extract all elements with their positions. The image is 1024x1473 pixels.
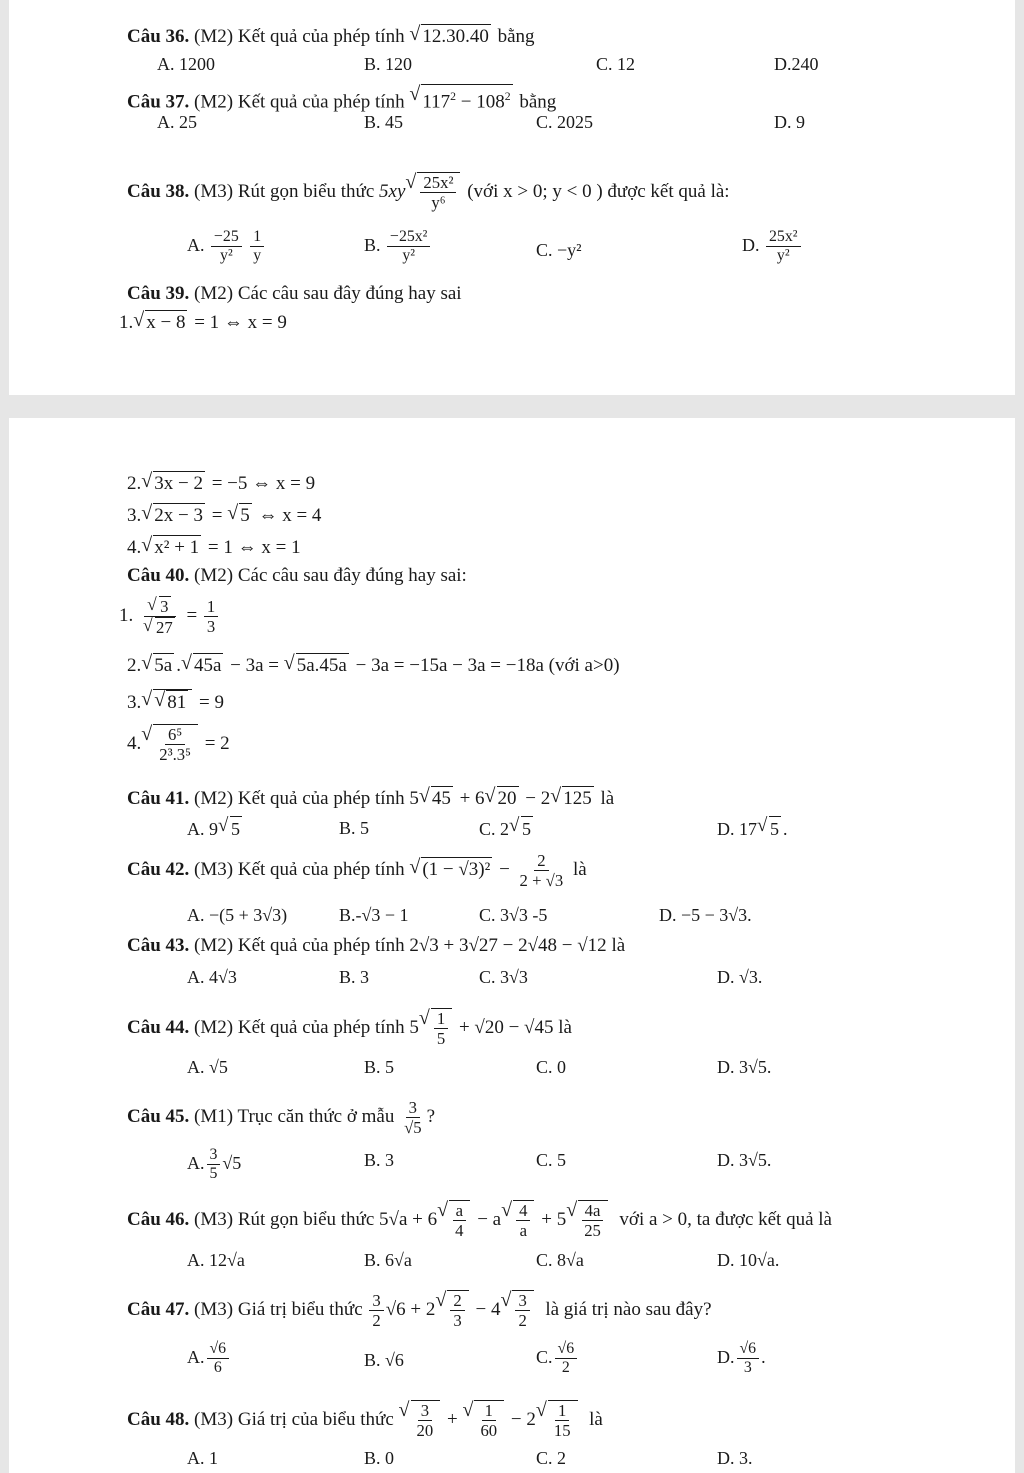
statement-2: 2.√ 5a .√ 45a − 3a = √ 5a.45a − 3a = −15a − 3a = −18a (với a>0) [127,653,620,678]
option-a: A. 25 [157,112,197,132]
expression: 2√3 + 3√27 − 2√48 − √12 [409,935,607,956]
option-b: B. 120 [364,54,413,74]
question-text: (M2) Các câu sau đây đúng hay sai: [194,565,467,586]
option-d: D. −5 − 3√3. [659,905,752,925]
question-label: Câu 44. [127,1017,190,1039]
option-c: C. 3√3 -5 [479,905,548,925]
option-a: A. $\frac{3}{5}$ √5 [187,1146,242,1183]
option-a: A. 12√a [187,1250,245,1270]
question-label: Câu 48. [127,1409,190,1431]
option-b: B. $\frac{\text{−25x²}}{\text{y²}}$ [364,228,432,265]
option-b: B. 0 [364,1448,395,1468]
option-a: A. 9√ 5 [187,816,244,841]
question-text: (M2) Kết quả của phép tính [194,1017,405,1039]
question-condition: (với x > 0; y < 0 ) được kết quả là: [467,181,730,203]
page-2 [9,418,1015,1473]
option-c: C. 2 [536,1448,567,1468]
question-48: Câu 48. (M3) Giá trị của biểu thức √ $\frac{3}{20}$ + √ $\frac{1}{60}$ − 2 √ $\frac{1}{15}$ là [127,1400,603,1440]
option-c: C. 12 [596,54,636,74]
sqrt-fraction: √ $\frac{\text{25x²}}{\text{y⁶}}$ [405,172,460,212]
question-text: (M2) Kết quả của phép tính [194,26,405,47]
question-text: (M1) Trục căn thức ở mẫu [194,1106,395,1128]
question-text: (M2) Kết quả của phép tính [194,91,405,113]
option-a: A. √5 [187,1057,228,1077]
option-b: B. 5 [364,1057,395,1077]
statement-3: 3.√ 2x − 3 = √ 5 ⇔ x = 4 [127,503,321,528]
question-41: Câu 41. (M2) Kết quả của phép tính 5√ 45 + 6√ 20 − 2√ 125 là [127,786,614,811]
option-c: C. 5 [536,1150,567,1170]
statement-2: 2.√ 3x − 2 = −5 ⇔ x = 9 [127,471,315,496]
option-d: D.240 [774,54,819,74]
question-text: (M3) Giá trị của biểu thức [194,1409,394,1431]
question-tail: là [589,1409,603,1431]
option-c: C. 2025 [536,112,594,132]
question-text: (M2) Các câu sau đây đúng hay sai [194,283,462,304]
option-b: B. 45 [364,112,404,132]
option-d: D. 17√ 5 . [717,816,788,841]
option-c: C. −y² [536,240,582,260]
question-label: Câu 47. [127,1299,190,1321]
question-39 [127,282,462,306]
option-d: D. 3√5. [717,1057,772,1077]
option-a: A. −(5 + 3√3) [187,905,288,925]
option-d: D. $\frac{√6}{3}$ . [717,1340,766,1377]
option-c: C. 8√a [536,1250,584,1270]
option-b: B.-√3 − 1 [339,905,409,925]
question-text: (M2) Kết quả của phép tính [194,788,405,809]
question-text: (M3) Giá trị biểu thức [194,1299,363,1321]
question-text: (M3) Kết quả của phép tính [194,859,405,881]
option-a: A. 4√3 [187,967,237,987]
question-text: (M3) Rút gọn biểu thức [194,181,375,203]
option-b: B. √6 [364,1350,404,1370]
option-b: B. 6√a [364,1250,412,1270]
question-text: (M3) Rút gọn biểu thức [194,1209,375,1231]
statement-4: 4.√ x² + 1 = 1 ⇔ x = 1 [127,535,301,560]
question-42: Câu 42. (M3) Kết quả của phép tính √ (1 − √3)² − $\frac{2}{2 + √3}$ là [127,851,587,890]
question-label: Câu 41. [127,788,190,809]
question-label: Câu 36. [127,26,190,47]
question-label: Câu 43. [127,935,190,956]
question-36 [127,24,535,49]
question-40 [127,564,467,588]
option-c: C. 2√ 5 [479,816,535,841]
option-d: D. 9 [774,112,805,132]
option-d: D. 10√a. [717,1250,780,1270]
question-label: Câu 37. [127,91,190,113]
question-38: Câu 38. (M3) Rút gọn biểu thức 5xy √ $\frac{\text{25x²}}{\text{y⁶}}$ (với x > 0; y < 0 ) được kết quả là: [127,172,730,212]
statement-1: 1. √ 3 √ 27 = $\frac{1}{3}$ [119,596,220,637]
question-label: Câu 46. [127,1209,190,1231]
question-label: Câu 38. [127,181,190,203]
page-1 [9,0,1015,395]
question-tail: bằng [519,91,557,113]
question-label: Câu 42. [127,859,190,881]
question-43: Câu 43. (M2) Kết quả của phép tính 2√3 + 3√27 − 2√48 − √12 là [127,935,626,956]
option-d: D. √3. [717,967,763,987]
question-label: Câu 40. [127,565,190,586]
option-d: D. $\frac{\text{25x²}}{\text{y²}}$ [742,228,803,265]
question-44: Câu 44. (M2) Kết quả của phép tính 5 √ $\frac{1}{5}$ + √20 − √45 là [127,1008,572,1048]
option-c: C. 0 [536,1057,567,1077]
question-tail: bằng [497,26,535,47]
question-45: Câu 45. (M1) Trục căn thức ở mẫu $\frac{3}{√5}$ ? [127,1098,436,1138]
sqrt-expression: √ 12.30.40 [409,24,491,49]
question-tail: là giá trị nào sau đây? [545,1299,712,1321]
option-b: B. 3 [339,967,370,987]
question-label: Câu 45. [127,1106,190,1128]
option-d: D. 3. [717,1448,753,1468]
question-tail: với a > 0, ta được kết quả là [619,1209,832,1231]
option-b: B. 5 [339,818,370,838]
question-47: Câu 47. (M3) Giá trị biểu thức $\frac{3}{2}$ √6 + 2 √ $\frac{2}{3}$ − 4 √ $\frac{3}{2}$ là giá trị nào sau đây? [127,1290,712,1330]
option-d: D. 3√5. [717,1150,772,1170]
sqrt-expression: √ $117^2 - 108^2$ [409,84,512,114]
option-b: B. 3 [364,1150,395,1170]
option-a: A. $\frac{√6}{6}$ [187,1340,231,1377]
statement-4: 4. √ $\frac{\text{6⁵}}{\text{2³.3⁵}}$ = 2 [127,724,230,764]
option-a: A. 1 [187,1448,218,1468]
option-c: C. $\frac{√6}{2}$ [536,1340,579,1377]
option-a: A. $\frac{-25}{\text{y²}}$ $\frac{1}{y}$ [187,228,266,265]
question-46: Câu 46. (M3) Rút gọn biểu thức 5√a + 6 √ $\frac{a}{4}$ − a √ $\frac{4}{a}$ + 5 √ $\frac{4a}{25}$ với a > 0, ta được kết quả là [127,1200,832,1240]
option-c: C. 3√3 [479,967,528,987]
option-a: A. 1200 [157,54,215,74]
statement-3: 3.√ √ 81 = 9 [127,689,224,715]
statement-1: 1.√ x − 8 = 1 ⇔ x = 9 [119,310,287,335]
question-text: (M2) Kết quả của phép tính [194,935,405,956]
question-label: Câu 39. [127,283,190,304]
